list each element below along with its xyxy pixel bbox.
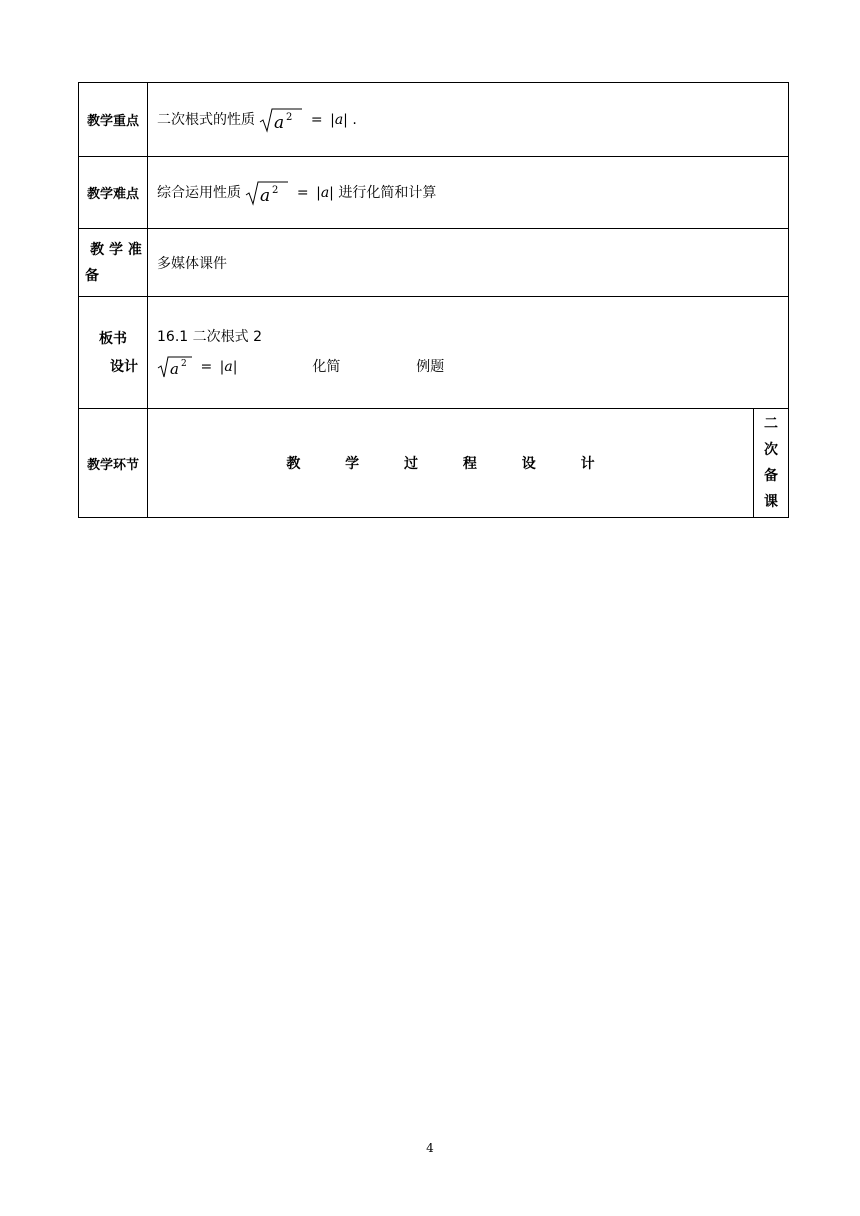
row-process — [79, 409, 789, 518]
sqrt-formula — [245, 179, 289, 207]
preparation-label — [79, 229, 148, 297]
process-title: 教 学 过 程 设 计 — [148, 409, 754, 518]
board-formula-line — [157, 354, 788, 380]
svg-text:a: a — [274, 112, 285, 133]
process-label: 教学环节 — [79, 409, 148, 518]
key-point-label: 教学重点 — [79, 83, 148, 157]
difficulty-content — [148, 157, 789, 229]
row-preparation — [79, 229, 789, 297]
side-char-3: 备 — [764, 468, 778, 484]
preparation-content: 多媒体课件 — [148, 229, 789, 297]
equals-sign: = — [310, 111, 323, 128]
side-char-2: 次 — [764, 442, 778, 458]
row-difficulty — [79, 157, 789, 229]
svg-text:a: a — [170, 359, 179, 378]
svg-text:2: 2 — [181, 358, 187, 369]
svg-text:a: a — [260, 185, 271, 206]
abs-value: |a| — [330, 111, 348, 128]
difficulty-text-after: 进行化简和计算 — [338, 184, 437, 201]
key-point-content — [148, 83, 789, 157]
page-number: 4 — [426, 1141, 434, 1155]
board-label-line2: 设计 — [110, 358, 138, 375]
sqrt-formula — [157, 354, 193, 380]
equals-sign: = — [296, 184, 309, 201]
row-board-design — [79, 297, 789, 409]
difficulty-text-before: 综合运用性质 — [157, 184, 241, 201]
side-char-4: 课 — [764, 494, 778, 510]
board-design-label — [79, 297, 148, 409]
board-heading: 16.1 二次根式 2 — [157, 328, 262, 345]
side-char-1: 二 — [764, 416, 778, 432]
board-item-simplify: 化简 — [312, 358, 341, 375]
row-key-point — [79, 83, 789, 157]
preparation-label-line1: 教 学 准 — [90, 241, 142, 258]
period: . — [352, 111, 357, 128]
difficulty-label: 教学难点 — [79, 157, 148, 229]
svg-text:2: 2 — [272, 184, 279, 196]
board-item-example: 例题 — [416, 358, 445, 375]
equals-sign: = — [200, 358, 213, 375]
abs-value: |a| — [316, 184, 334, 201]
board-label-line1: 板书 — [99, 330, 127, 347]
abs-value: |a| — [219, 358, 238, 375]
lesson-plan-table — [78, 82, 789, 518]
board-design-content — [148, 297, 789, 409]
svg-text:2: 2 — [286, 111, 293, 123]
key-point-text: 二次根式的性质 — [157, 111, 255, 128]
preparation-label-line2: 备 — [85, 267, 99, 284]
sqrt-formula — [259, 106, 303, 134]
secondary-prep-column — [754, 409, 789, 518]
